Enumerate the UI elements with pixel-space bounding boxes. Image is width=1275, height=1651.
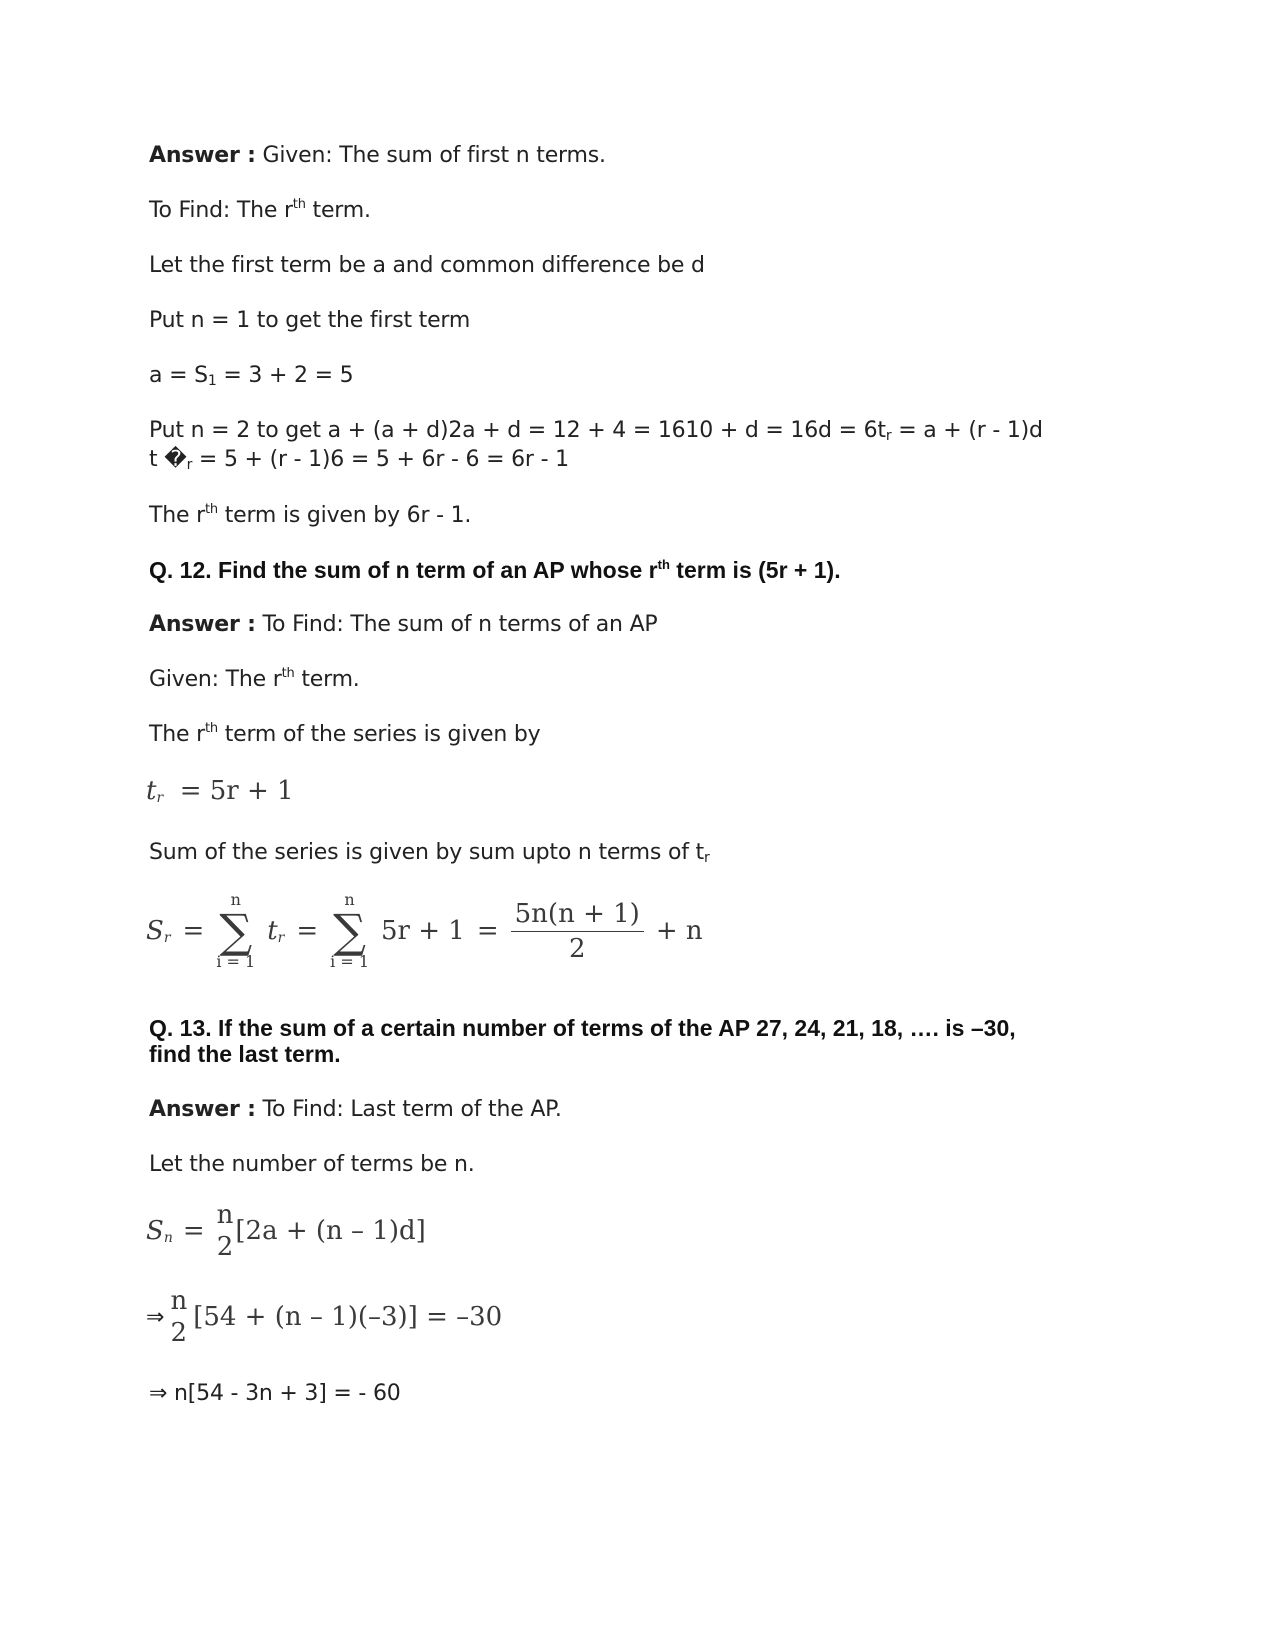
answer-given-line bbox=[149, 142, 606, 170]
q13-answer-line: Answer : To Find: Last term of the AP. bbox=[149, 1097, 562, 1122]
t-r-line: t $�_r = 5 + (r - 1)6 = 5 + 6r - 6 = 6r - 1$ bbox=[149, 447, 569, 473]
q13-let-line: Let the number of terms be n. bbox=[149, 1152, 475, 1177]
given-text: Given: The sum of first n terms. bbox=[255, 143, 606, 168]
a-value-line: $a = S_1 = 3 + 2 = 5$ bbox=[149, 363, 354, 389]
sigma-1: n ∑ i = 1 bbox=[216, 890, 256, 971]
put-n2-line: Put n = 2 to get $a + (a + d)2a + d = 12 + 4 = 1610 + d = 16d = 6t_r = a + (r - 1)d$ bbox=[149, 418, 1043, 444]
sn-formula: $S_n$ = n 2 [2a + (n – 1)d] bbox=[146, 1200, 426, 1262]
question-13-line2: find the last term. bbox=[149, 1041, 341, 1067]
sum-equation: $S_r$ = n ∑ i = 1 $t_r$ = n ∑ i = 1 5r + 1 = $\frac{5n(n + 1)}{2}$ + n bbox=[146, 890, 703, 971]
q12-sum-line: Sum of the series is given by sum upto n terms of $t_r$ bbox=[149, 840, 710, 866]
q12-series-line: The $r^{th}$ term of the series is given by bbox=[149, 721, 541, 747]
q12-given-line: Given: The $r^{th}$ term. bbox=[149, 666, 360, 692]
question-13-line1: Q. 13. If the sum of a certain number of terms of the AP 27, 24, 21, 18, …. is –30, bbox=[149, 1015, 1016, 1041]
q12-answer-line: Answer : To Find: The sum of n terms of an AP bbox=[149, 612, 658, 637]
question-12: Q. 12. Find the sum of n term of an AP whose $r^{th}$ term is (5r + 1). bbox=[149, 557, 841, 583]
let-line: Let the first term be a and common difference be d bbox=[149, 253, 705, 278]
put-n1-line: Put n = 1 to get the first term bbox=[149, 308, 471, 333]
sigma-2: n ∑ i = 1 bbox=[330, 890, 370, 971]
sum-fraction: $\frac{5n(n + 1)}{2}$ bbox=[511, 899, 644, 964]
tr-equation: $t_r = 5r + 1$ bbox=[146, 776, 294, 806]
step-equation: ⇒ n 2 [54 + (n – 1)(–3)] = –30 bbox=[146, 1286, 503, 1348]
answer-label: Answer : bbox=[149, 143, 256, 168]
to-find-line: To Find: The $r^{th}$ term. bbox=[149, 197, 371, 223]
q13-last-line: ⇒ n[54 - 3n + 3] = - 60 bbox=[149, 1381, 401, 1406]
rth-term-result: The $r^{th}$ term is given by 6r - 1. bbox=[149, 502, 472, 528]
